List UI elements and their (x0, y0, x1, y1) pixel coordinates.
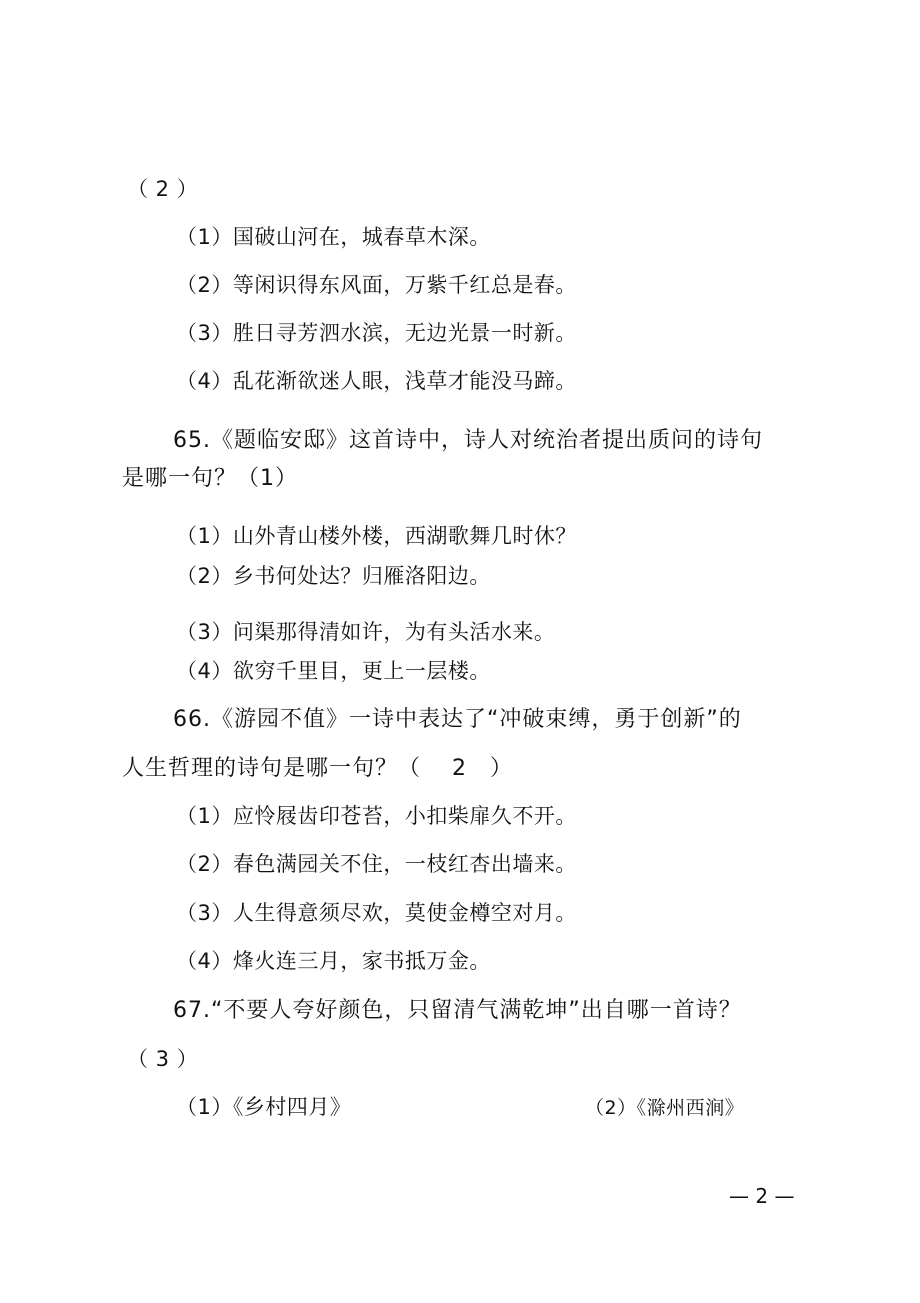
prev-option-2: （2）等闲识得东风面，万紫千红总是春。 (176, 273, 577, 297)
prev-option-3: （3）胜日寻芳泗水滨，无边光景一时新。 (176, 321, 577, 345)
q65-option-2: （2）乡书何处达？归雁洛阳边。 (176, 564, 491, 588)
q65-text-line1: 65.《题临安邸》这首诗中，诗人对统治者提出质问的诗句 (173, 428, 763, 453)
q65-option-4: （4）欲穷千里目，更上一层楼。 (176, 659, 491, 683)
q66-text-line2: 人生哲理的诗句是哪一句？（ 2 ） (122, 756, 513, 781)
q66-option-3: （3）人生得意须尽欢，莫使金樽空对月。 (176, 901, 577, 925)
q65-option-3: （3）问渠那得清如许，为有头活水来。 (176, 620, 556, 644)
q66-option-2: （2）春色满园关不住，一枝红杏出墙来。 (176, 852, 577, 876)
prev-answer: （ 2 ） (127, 177, 199, 201)
q66-option-1: （1）应怜屐齿印苍苔，小扣柴扉久不开。 (176, 804, 577, 828)
q66-text-line1: 66.《游园不值》一诗中表达了“冲破束缚，勇于创新”的 (173, 707, 742, 732)
q65-text-line2: 是哪一句？（1） (122, 466, 298, 491)
prev-option-4: （4）乱花渐欲迷人眼，浅草才能没马蹄。 (176, 369, 577, 393)
q67-option-1: （1）《乡村四月》 (176, 1095, 352, 1119)
q66-option-4: （4）烽火连三月，家书抵万金。 (176, 949, 491, 973)
q65-option-1: （1）山外青山楼外楼，西湖歌舞几时休？ (176, 524, 577, 548)
q67-option-2: （2）《滁州西涧》 (585, 1097, 745, 1119)
prev-option-1: （1）国破山河在，城春草木深。 (176, 225, 491, 249)
q67-answer: （ 3 ） (127, 1047, 199, 1071)
page-number: — 2 — (729, 1184, 795, 1208)
q67-text-line1: 67.“不要人夸好颜色，只留清气满乾坤”出自哪一首诗？ (173, 998, 742, 1023)
